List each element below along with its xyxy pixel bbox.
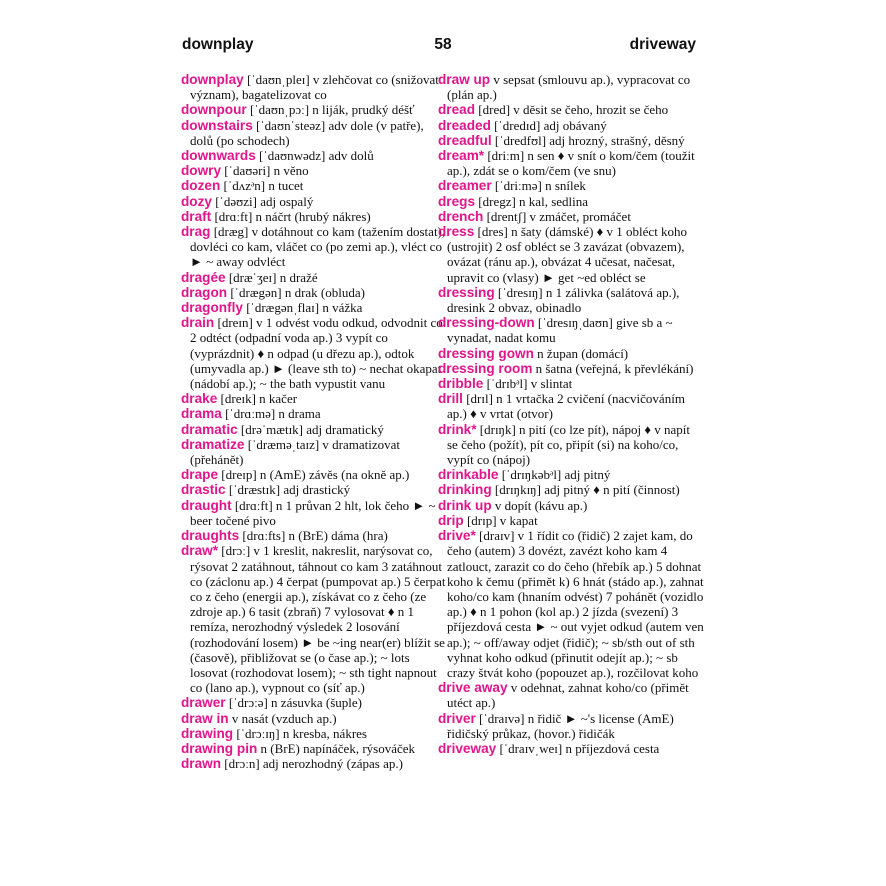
entry-headword: drama: [181, 406, 222, 422]
entry-definition: [drɔː] v 1 kreslit, nakreslit, narýsovat co, rýsovat 2 zatáhnout, táhnout co kam 3 zatáhnout co (záclonu ap.) 4 čerpat (pumpovat ap.) 5 čerpat co z čeho (energii ap.), získávat co z čeho (ze zdroje ap.) 6 tasit (zbraň) 7 vylosovat ♦ n 1 remíza, nerozhodný výsledek 2 losování (rozhodování losem) ► be ~ing near(er) blížit se (časově), přibližovat se (o čase ap.); ~ lots losovat (rozhodovat losem); ~ sth tight napnout co (lano ap.), vypnout co (síť ap.): [190, 543, 446, 696]
dictionary-entry: [438, 285, 704, 315]
dictionary-entry: [438, 513, 704, 528]
dictionary-entry: [181, 406, 447, 421]
left-column: [181, 72, 447, 771]
dictionary-entry: [181, 528, 447, 543]
entry-headword: drag: [181, 224, 211, 240]
entry-definition: [ˈdraɪvə] n řidič ► ~'s license (AmE) řidičský průkaz, (hovor.) řidičák: [447, 710, 674, 741]
entry-headword: dragonfly: [181, 300, 243, 316]
dictionary-entry: [181, 315, 447, 391]
dictionary-entry: [438, 224, 704, 285]
entry-definition: [ˈdrɪbᵊl] v slintat: [483, 376, 573, 392]
entry-definition: [drɪŋk] n pití (co lze pít), nápoj ♦ v napít se čeho (požít), pít co, připít (si) na koho/co, vypít co (nápoj): [447, 421, 690, 468]
dictionary-entry: [438, 482, 704, 497]
entry-headword: dream*: [438, 148, 485, 164]
entry-headword: drake: [181, 391, 218, 407]
entry-definition: [ˈdrɔːə] n zásuvka (šuple): [225, 695, 363, 711]
entry-headword: dressing: [438, 284, 495, 300]
dictionary-entry: [181, 118, 447, 148]
entry-definition: v sepsat (smlouvu ap.), vypracovat co (plán ap.): [447, 72, 691, 103]
entry-headword: draught: [181, 497, 232, 513]
entry-definition: [ˈdəʊzi] adj ospalý: [211, 193, 314, 209]
entry-definition: [ˈdredɪd] adj obávaný: [490, 117, 607, 133]
dictionary-entry: [438, 194, 704, 209]
entry-definition: [dreɪn] v 1 odvést vodu odkud, odvodnit co 2 odtéct (odpadní voda ap.) 3 vypít co (vyprázdnit) ♦ n odpad (u dřezu ap.), odtok (umyvadla ap.) ► (leave sth to) ~ nechat okapat (nádobí ap.); ~ the bath vypustit vanu: [190, 315, 443, 392]
entry-definition: [drɑːfts] n (BrE) dáma (hra): [239, 528, 388, 544]
entry-headword: dowry: [181, 163, 222, 179]
entry-headword: drain: [181, 315, 215, 331]
entry-definition: [dræˈʒeɪ] n dražé: [225, 269, 318, 285]
entry-definition: [drentʃ] v zmáčet, promáčet: [483, 208, 631, 224]
dictionary-entry: [181, 102, 447, 117]
entry-definition: [ˈdrɑːmə] n drama: [221, 406, 321, 422]
dictionary-entry: [438, 133, 704, 148]
dictionary-entry: [181, 148, 447, 163]
entry-headword: dramatize: [181, 436, 245, 452]
entry-headword: dozy: [181, 193, 212, 209]
entry-definition: n šatna (veřejná, k převlékání): [532, 360, 694, 376]
entry-definition: [dred] v děsit se čeho, hrozit se čeho: [475, 102, 669, 118]
entry-definition: [drəˈmætɪk] adj dramatický: [237, 421, 384, 437]
dictionary-entry: [181, 726, 447, 741]
entry-headword: draw*: [181, 543, 219, 559]
entry-definition: [ˈdrægənˌflaɪ] n vážka: [242, 300, 363, 316]
entry-headword: dread: [438, 102, 476, 118]
dictionary-entry: [438, 346, 704, 361]
dictionary-entry: [438, 711, 704, 741]
entry-definition: [ˈdresɪŋˌdaʊn] give sb a ~ vynadat, nadat komu: [447, 315, 673, 346]
dictionary-entry: [181, 741, 447, 756]
entry-definition: [dres] n šaty (dámské) ♦ v 1 obléct koho (ustrojit) 2 osf obléct se 3 zavázat (obvazem), ovázat (ránu ap.), obvázat 4 učesat, načesat, upravit co (vlasy) ► get ~ed obléct se: [447, 224, 688, 285]
entry-headword: drape: [181, 467, 219, 483]
entry-definition: [drɑːft] n náčrt (hrubý nákres): [211, 208, 371, 224]
entry-definition: [ˈdaʊnˌpɔː] n liják, prudký déšť: [246, 102, 415, 118]
entry-definition: [dreɪp] n (AmE) závěs (na okně ap.): [218, 467, 410, 483]
dictionary-entry: [181, 391, 447, 406]
dictionary-entry: [181, 422, 447, 437]
dictionary-entry: [181, 163, 447, 178]
entry-definition: [driːm] n sen ♦ v snít o kom/čem (toužit ap.), zdát se o kom/čem (ve snu): [447, 148, 695, 179]
entry-definition: [ˈdaʊnˌpleɪ] v zlehčovat co (snižovat význam), bagatelizovat co: [190, 72, 439, 103]
entry-definition: [ˈdaʊnˈsteəz] adv dole (v patře), dolů (po schodech): [190, 117, 424, 148]
entry-headword: drawing pin: [181, 740, 258, 756]
entry-headword: drench: [438, 208, 484, 224]
entry-definition: [ˈdrɔːɪŋ] n kresba, nákres: [233, 725, 367, 741]
running-head-last: driveway: [629, 36, 696, 53]
dictionary-entry: [438, 178, 704, 193]
page-number: 58: [434, 36, 452, 53]
running-head-first: downplay: [182, 36, 254, 53]
dictionary-entry: [438, 680, 704, 710]
dictionary-entry: [438, 148, 704, 178]
entry-definition: v odehnat, zahnat koho/co (přimět utéct ap.): [447, 680, 689, 711]
dictionary-entry: [438, 376, 704, 391]
entry-headword: dozen: [181, 178, 221, 194]
entry-definition: [ˈdredfʊl] adj hrozný, strašný, děsný: [491, 132, 685, 148]
dictionary-entry: [438, 118, 704, 133]
entry-definition: [ˈdraɪvˌweɪ] n příjezdová cesta: [496, 740, 660, 756]
dictionary-entry: [438, 391, 704, 421]
entry-headword: dreamer: [438, 178, 492, 194]
entry-headword: dragon: [181, 284, 228, 300]
entry-definition: [drɪl] n 1 vrtačka 2 cvičení (nacvičováním ap.) ♦ v vrtat (otvor): [447, 391, 685, 422]
dictionary-entry: [181, 756, 447, 771]
entry-definition: [dræg] v dotáhnout co kam (tažením dostat), dovléci co kam, vláčet co (po zemi ap.), vléct co ► ~ away odvléct: [190, 224, 446, 270]
dictionary-entry: [181, 224, 447, 270]
entry-headword: drip: [438, 512, 464, 528]
dictionary-entry: [181, 178, 447, 193]
dictionary-entry: [181, 285, 447, 300]
entry-definition: [ˈdaʊnwədz] adv dolů: [255, 148, 374, 164]
entry-definition: [ˈdaʊəri] n věno: [221, 163, 309, 179]
entry-headword: dregs: [438, 193, 476, 209]
entry-headword: drink up: [438, 497, 492, 513]
dictionary-entry: [438, 315, 704, 345]
entry-definition: [drɪŋkɪŋ] adj pitný ♦ n pití (činnost): [491, 482, 680, 498]
dictionary-entry: [181, 467, 447, 482]
entry-definition: [ˈdriːmə] n snílek: [491, 178, 586, 194]
entry-headword: drawer: [181, 695, 226, 711]
entry-definition: n (BrE) napínáček, rýsováček: [257, 740, 416, 756]
dictionary-entry: [181, 209, 447, 224]
entry-headword: downwards: [181, 148, 256, 164]
dictionary-entry: [438, 361, 704, 376]
entry-definition: [ˈdrɪŋkəbᵊl] adj pitný: [498, 467, 611, 483]
entry-headword: draughts: [181, 528, 240, 544]
entry-definition: [drɔːn] adj nerozhodný (zápas ap.): [221, 756, 403, 772]
entry-headword: drill: [438, 391, 463, 407]
dictionary-entry: [181, 437, 447, 467]
entry-headword: drink*: [438, 421, 477, 437]
entry-headword: draft: [181, 208, 212, 224]
entry-headword: drinking: [438, 482, 492, 498]
entry-headword: dreaded: [438, 117, 491, 133]
entry-definition: [ˈdræstɪk] adj drastický: [225, 482, 351, 498]
entry-definition: [ˈdresɪŋ] n 1 zálivka (salátová ap.), dresink 2 obvaz, obinadlo: [447, 284, 680, 316]
entry-headword: drinkable: [438, 467, 499, 483]
entry-headword: drive*: [438, 528, 476, 544]
entry-definition: [drɪp] v kapat: [463, 512, 538, 528]
entry-headword: dressing gown: [438, 345, 534, 361]
entry-definition: [ˈdræməˌtaɪz] v dramatizovat (přehánět): [190, 436, 401, 468]
dictionary-entry: [181, 695, 447, 710]
entry-headword: drawn: [181, 756, 222, 772]
dictionary-entry: [181, 270, 447, 285]
dictionary-entry: [438, 102, 704, 117]
entry-headword: dressing-down: [438, 315, 535, 331]
entry-definition: n župan (domácí): [533, 345, 629, 361]
entry-headword: downstairs: [181, 117, 253, 133]
entry-headword: dragée: [181, 269, 226, 285]
dictionary-entry: [181, 711, 447, 726]
entry-definition: [dreɪk] n kačer: [217, 391, 298, 407]
dictionary-entry: [181, 300, 447, 315]
entry-definition: v dopít (kávu ap.): [491, 497, 588, 513]
entry-headword: downpour: [181, 102, 247, 118]
entry-headword: driveway: [438, 740, 497, 756]
entry-headword: dramatic: [181, 421, 238, 437]
dictionary-entry: [181, 498, 447, 528]
dictionary-entry: [438, 498, 704, 513]
entry-definition: [dregz] n kal, sedlina: [475, 193, 589, 209]
entry-definition: [ˈdʌzᵊn] n tucet: [220, 178, 304, 194]
dictionary-entry: [181, 482, 447, 497]
dictionary-entry: [438, 741, 704, 756]
dictionary-entry: [181, 543, 447, 695]
dictionary-entry: [438, 467, 704, 482]
entry-headword: downplay: [181, 72, 244, 87]
right-column: [438, 72, 704, 756]
dictionary-entry: [181, 72, 447, 102]
entry-definition: [draɪv] v 1 řídit co (řidič) 2 zajet kam, do čeho (autem) 3 dovézt, zavézt koho kam 4 zatlouct, zarazit co do čeho (hřebík ap.) 5 dohnat koho k čemu (přimět k) 6 hnát (stádo ap.), zahnat koho/co kam (hnaním odvést) 7 pohánět (vozidlo ap.) ♦ n 1 pohon (kol ap.) 2 jízda (svezení) 3 příjezdová cesta ► ~ out vyjet odkud (autem ven ap.); ~ off/away odjet (řidič); ~ sb/sth out of sth vyhnat koho odkud (přinutit odejít ap.); ~ sb crazy štvát koho (popouzet ap.), rozčilovat koho: [447, 528, 704, 680]
entry-headword: draw in: [181, 710, 229, 726]
entry-definition: [ˈdrægən] n drak (obluda): [227, 284, 365, 300]
entry-headword: draw up: [438, 72, 491, 87]
dictionary-entry: [438, 422, 704, 468]
entry-headword: driver: [438, 710, 476, 726]
entry-definition: [drɑːft] n 1 průvan 2 hlt, lok čeho ► ~ beer točené pivo: [190, 497, 436, 528]
dictionary-entry: [438, 528, 704, 680]
entry-headword: dressing room: [438, 360, 533, 376]
entry-headword: dreadful: [438, 132, 492, 148]
dictionary-entry: [438, 209, 704, 224]
entry-headword: dribble: [438, 376, 484, 392]
entry-headword: dress: [438, 224, 475, 240]
dictionary-entry: [181, 194, 447, 209]
entry-definition: v nasát (vzduch ap.): [228, 710, 337, 726]
entry-headword: drawing: [181, 725, 234, 741]
entry-headword: drastic: [181, 482, 226, 498]
entry-headword: drive away: [438, 680, 508, 696]
dictionary-entry: [438, 72, 704, 102]
